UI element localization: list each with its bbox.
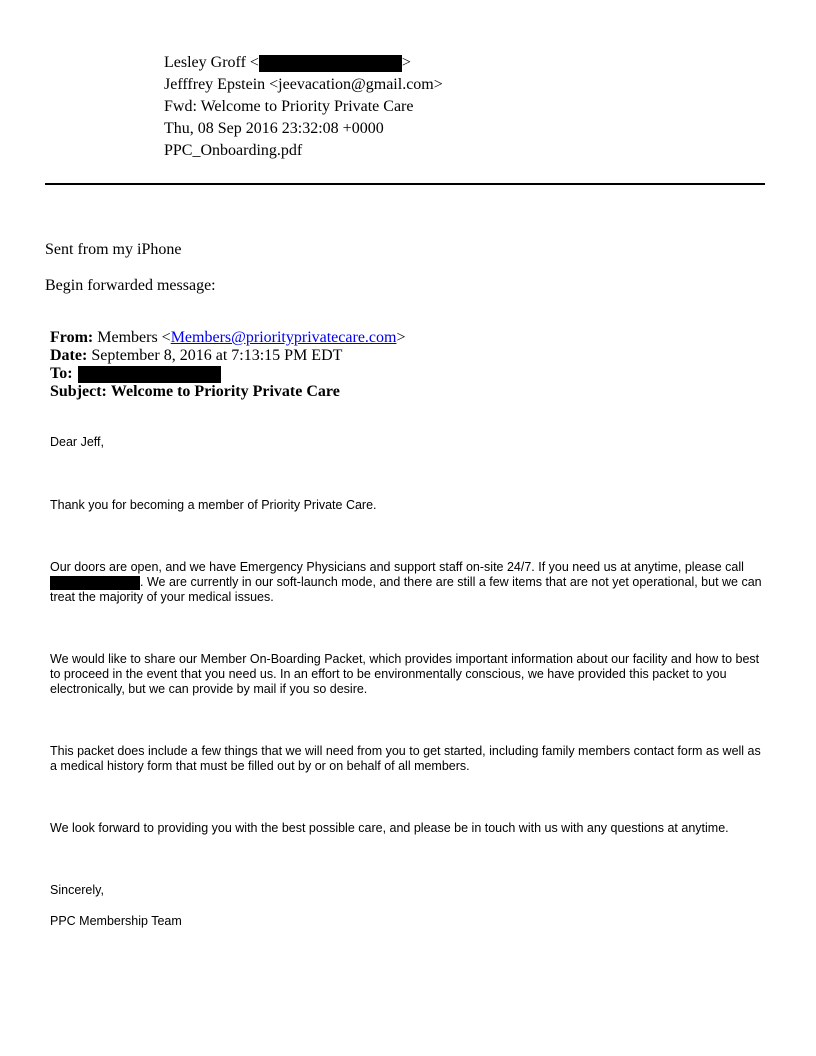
- paragraph-look-forward: We look forward to providing you with the best possible care, and please be in touch with us with any questions at anytime.: [50, 821, 729, 835]
- forwarded-from-label: From:: [50, 329, 94, 346]
- paragraph-doors-open-start: Our doors are open, and we have Emergency Physicians and support staff on-site 24/7. If you need us at anytime, please call: [50, 560, 744, 574]
- paragraph-packet-forms: This packet does include a few things that we will need from you to get started, including family members contact form as well as a medical history form that must be filled out by or on behalf of all members.: [50, 744, 761, 773]
- signature: PPC Membership Team: [50, 914, 182, 928]
- greeting: Dear Jeff,: [50, 435, 104, 449]
- begin-forwarded-line: Begin forwarded message:: [45, 277, 216, 294]
- paragraph-onboarding-packet: We would like to share our Member On-Boarding Packet, which provides important information about our facility and how to best to proceed in the event that you need us. In an effort to be environmentally conscious, we have provided this packet to you electronically, but we can provide by mail if you so desire.: [50, 652, 760, 696]
- paragraph-doors-open-end: . We are currently in our soft-launch mode, and there are still a few items that are not yet operational, but we can treat the majority of your medical issues.: [50, 575, 762, 604]
- forwarded-date-row: [50, 347, 342, 365]
- forwarded-from-end: >: [396, 329, 406, 346]
- forwarded-from-email-link[interactable]: Members@priorityprivatecare.com: [170, 329, 397, 346]
- paragraph-doors-open: [50, 560, 770, 605]
- header-subject-value: Fwd: Welcome to Priority Private Care: [164, 98, 414, 115]
- forwarded-date-label: Date:: [50, 347, 88, 364]
- sent-from-line: Sent from my iPhone: [45, 241, 182, 258]
- closing: Sincerely,: [50, 883, 104, 897]
- header-from-name: Lesley Groff <: [164, 54, 259, 71]
- header-from-value: [164, 52, 411, 74]
- forwarded-subject-row: [50, 383, 340, 401]
- header-to-value: Jefffrey Epstein <jeevacation@gmail.com>: [164, 76, 443, 93]
- forwarded-to-row: [50, 365, 221, 383]
- header-date-value: Thu, 08 Sep 2016 23:32:08 +0000: [164, 120, 384, 137]
- forwarded-from-row: [50, 329, 406, 347]
- forwarded-subject-label: Subject:: [50, 383, 107, 400]
- forwarded-from-name: Members <: [97, 329, 171, 346]
- paragraph-thanks: Thank you for becoming a member of Priority Private Care.: [50, 498, 377, 512]
- forwarded-subject-value: Welcome to Priority Private Care: [110, 383, 340, 400]
- header-divider: [45, 183, 765, 185]
- redacted-phone-block: [50, 576, 140, 590]
- forwarded-date-value: September 8, 2016 at 7:13:15 PM EDT: [91, 347, 343, 364]
- redacted-email-block: [259, 55, 402, 72]
- redacted-recipient-block: [78, 366, 221, 383]
- header-attachments-value[interactable]: PPC_Onboarding.pdf: [164, 142, 303, 159]
- header-from-end: >: [401, 54, 411, 71]
- forwarded-to-label: To:: [50, 365, 73, 382]
